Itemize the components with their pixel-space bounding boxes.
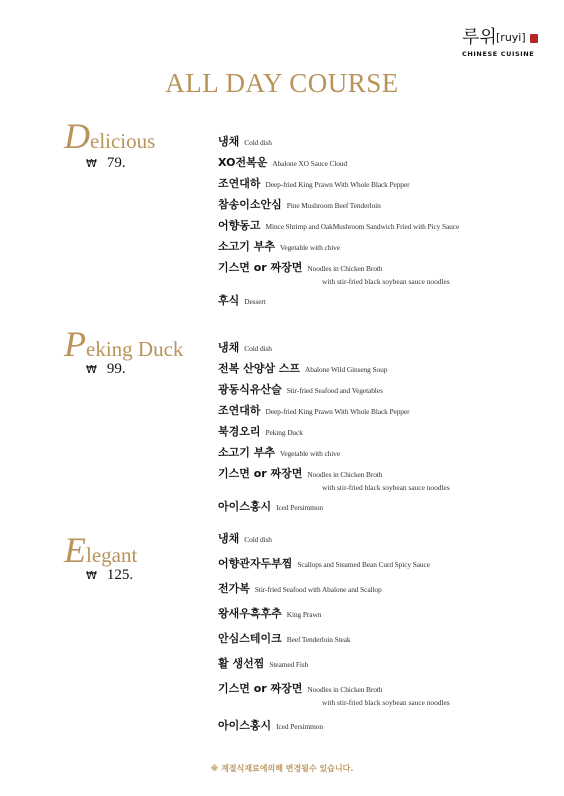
course-name-delicious bbox=[64, 116, 156, 157]
logo-korean-name: 루위 bbox=[462, 27, 497, 48]
menu-item bbox=[218, 423, 303, 440]
course-name-rest: eking Duck bbox=[86, 337, 184, 361]
dish-korean: 활 생선찜 bbox=[218, 657, 265, 670]
dish-korean: 냉채 bbox=[218, 135, 240, 148]
logo-subtitle: CHINESE CUISINE bbox=[462, 50, 535, 58]
menu-item bbox=[218, 465, 450, 494]
dish-korean: 조연대하 bbox=[218, 177, 261, 190]
dish-english: Deep-fried King Prawn With Whole Black Pepper bbox=[265, 180, 410, 189]
dish-english: Abalone XO Sauce Cloud bbox=[272, 159, 348, 168]
currency-symbol: ₩ bbox=[86, 157, 97, 170]
restaurant-logo bbox=[462, 28, 542, 64]
menu-item bbox=[218, 154, 347, 171]
logo-seal-icon bbox=[530, 34, 538, 43]
dish-english: Vegetable with chive bbox=[279, 243, 340, 252]
dish-english: King Prawn bbox=[286, 610, 322, 619]
dish-english: Pine Mushroom Beef Tenderloin bbox=[286, 201, 381, 210]
footnote: ※ 계절식재료에의해 변경될수 있습니다. bbox=[210, 764, 354, 773]
logo-ruyi: [ruyi] bbox=[496, 31, 526, 44]
dish-english: Beef Tenderloin Steak bbox=[286, 635, 351, 644]
dish-korean: 조연대하 bbox=[218, 404, 261, 417]
dish-english-line2: with stir-fried black soybean sauce noodles bbox=[322, 277, 450, 286]
menu-item bbox=[218, 680, 450, 709]
dish-korean: 기스면 or 짜장면 bbox=[218, 467, 303, 480]
price-value: 125. bbox=[106, 567, 134, 583]
dish-korean: XO전복운 bbox=[218, 156, 268, 169]
dish-korean: 후식 bbox=[218, 294, 240, 307]
menu-item bbox=[218, 605, 321, 622]
menu-item bbox=[218, 717, 323, 734]
dish-korean: 북경오리 bbox=[218, 425, 261, 438]
menu-item bbox=[218, 381, 383, 398]
menu-item bbox=[218, 498, 323, 515]
dish-korean: 전가복 bbox=[218, 582, 250, 595]
dish-english: Scallops and Steamed Bean Curd Spicy Sauce bbox=[297, 560, 430, 569]
dish-korean: 기스면 or 짜장면 bbox=[218, 682, 303, 695]
menu-item bbox=[218, 402, 409, 419]
menu-item bbox=[218, 360, 387, 377]
course-price-peking-duck bbox=[86, 361, 126, 378]
menu-item bbox=[218, 196, 381, 213]
dish-english: Dessert bbox=[244, 297, 266, 306]
course-initial: E bbox=[64, 530, 86, 570]
course-price-delicious bbox=[86, 155, 126, 172]
dish-korean: 기스면 or 짜장면 bbox=[218, 261, 303, 274]
dish-english: Mince Shrimp and OakMushroom Sandwich Fried with Picy Sauce bbox=[265, 222, 460, 231]
dish-korean: 어향동고 bbox=[218, 219, 261, 232]
dish-english: Cold dish bbox=[244, 344, 272, 353]
price-value: 99. bbox=[106, 361, 126, 377]
currency-symbol: ₩ bbox=[86, 363, 97, 376]
dish-english: Deep-fried King Prawn With Whole Black Pepper bbox=[265, 407, 410, 416]
dish-english: Vegetable with chive bbox=[279, 449, 340, 458]
dish-english: Stir-fried Seafood with Abalone and Scallop bbox=[254, 585, 382, 594]
dish-english-line2: with stir-fried black soybean sauce noodles bbox=[322, 698, 450, 707]
course-name-elegant bbox=[64, 530, 138, 571]
dish-korean: 소고기 부추 bbox=[218, 240, 275, 253]
dish-english: Iced Persimmon bbox=[276, 722, 323, 731]
dish-english: Iced Persimmon bbox=[276, 503, 323, 512]
menu-item bbox=[218, 580, 382, 597]
currency-symbol: ₩ bbox=[86, 569, 97, 582]
course-name-rest: elicious bbox=[90, 129, 156, 153]
dish-korean: 전복 산양삼 스프 bbox=[218, 362, 301, 375]
dish-english: Steamed Fish bbox=[269, 660, 309, 669]
menu-item bbox=[218, 339, 272, 356]
menu-item bbox=[218, 217, 459, 234]
dish-english: Abalone Wild Ginseng Soup bbox=[305, 365, 388, 374]
dish-korean: 안심스테이크 bbox=[218, 632, 282, 645]
course-name-peking-duck bbox=[64, 324, 184, 365]
menu-item bbox=[218, 555, 430, 572]
dish-korean: 아이스홍시 bbox=[218, 719, 272, 732]
menu-item bbox=[218, 655, 308, 672]
dish-korean: 참송이소안심 bbox=[218, 198, 282, 211]
menu-item bbox=[218, 530, 272, 547]
course-name-rest: legant bbox=[86, 543, 138, 567]
dish-korean: 어향관자두부찜 bbox=[218, 557, 293, 570]
dish-english: Noodles in Chicken Broth bbox=[307, 470, 383, 479]
dish-korean: 냉채 bbox=[218, 532, 240, 545]
menu-item bbox=[218, 444, 340, 461]
dish-english: Cold dish bbox=[244, 138, 272, 147]
dish-korean: 아이스홍시 bbox=[218, 500, 272, 513]
dish-korean: 냉채 bbox=[218, 341, 240, 354]
menu-item bbox=[218, 630, 351, 647]
dish-korean: 광동식유산슬 bbox=[218, 383, 282, 396]
menu-item bbox=[218, 133, 272, 150]
dish-korean: 왕새우흑후추 bbox=[218, 607, 282, 620]
dish-english-line2: with stir-fried black soybean sauce noodles bbox=[322, 483, 450, 492]
dish-english: Stir-fried Seafood and Vegetables bbox=[286, 386, 383, 395]
price-value: 79. bbox=[106, 155, 126, 171]
menu-item bbox=[218, 292, 266, 309]
menu-item bbox=[218, 259, 450, 288]
dish-korean: 소고기 부추 bbox=[218, 446, 275, 459]
menu-item bbox=[218, 238, 340, 255]
dish-english: Peking Duck bbox=[265, 428, 303, 437]
course-initial: D bbox=[64, 116, 90, 156]
course-initial: P bbox=[64, 324, 86, 364]
page-title: ALL DAY COURSE bbox=[165, 68, 399, 98]
dish-english: Cold dish bbox=[244, 535, 272, 544]
course-price-elegant bbox=[86, 567, 133, 584]
dish-english: Noodles in Chicken Broth bbox=[307, 264, 383, 273]
menu-item bbox=[218, 175, 409, 192]
dish-english: Noodles in Chicken Broth bbox=[307, 685, 383, 694]
